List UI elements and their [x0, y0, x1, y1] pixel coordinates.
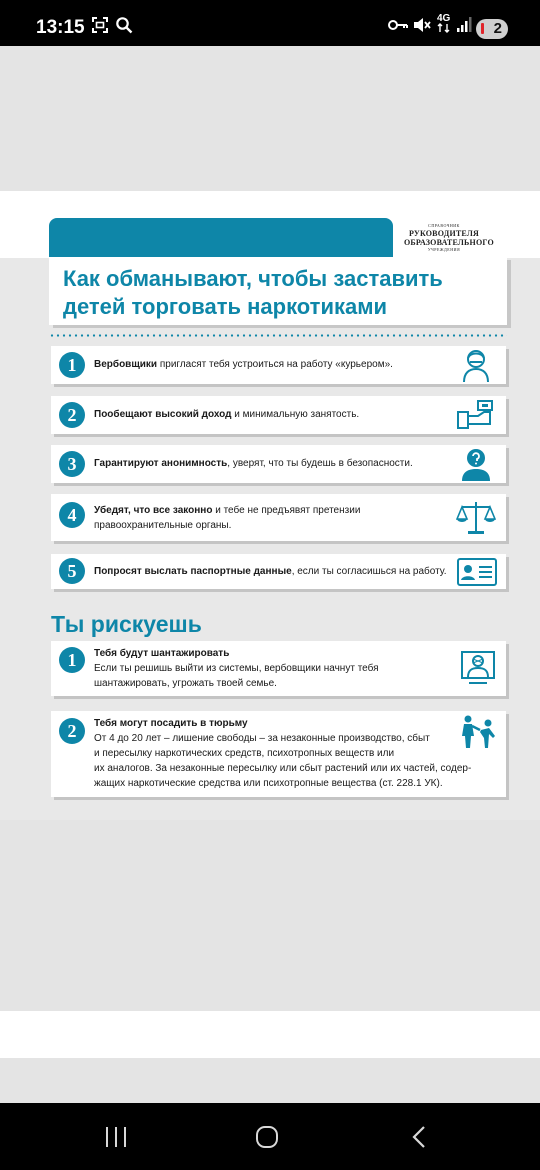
risks-heading: Ты рискуешь	[51, 611, 202, 637]
hooded-person-icon	[456, 346, 496, 384]
method-number: 1	[59, 352, 85, 378]
infographic	[0, 191, 540, 820]
status-time: 13:15	[36, 17, 85, 38]
method-number: 3	[59, 451, 85, 477]
anonymous-person-icon	[456, 446, 496, 482]
mute-icon	[412, 16, 432, 34]
id-card-icon	[456, 557, 498, 587]
method-text: Гарантируют анонимность, уверят, что ты будешь в безопасности.	[94, 458, 413, 469]
method-text: Вербовщики пригласят тебя устроиться на работу «курьером».	[94, 359, 393, 370]
method-number: 5	[59, 558, 85, 584]
scales-icon	[456, 499, 496, 537]
notification-badge[interactable]: 2	[476, 19, 508, 39]
header-banner	[49, 218, 393, 260]
dotted-divider	[49, 334, 507, 337]
page-title: Как обманывают, чтобы заставить детей торговать наркотиками	[63, 266, 443, 319]
method-card-5	[51, 554, 506, 589]
risk-number: 2	[59, 718, 85, 744]
money-hand-icon	[456, 398, 496, 432]
title-card	[49, 257, 507, 325]
method-number: 2	[59, 402, 85, 428]
risk-text: Тебя могут посадить в тюрьму От 4 до 20 лет – лишение свободы – за незаконные производство, сбыт и пересылку наркотических средств, психотропных веществ или их аналогов. За незаконные пересылку или сбыт растений или их частей, содер- жащих наркотические средства или психотропные вещества (ст. 228.1 УК).	[94, 718, 472, 789]
navigation-bar	[0, 1103, 540, 1170]
data-arrows-icon	[437, 23, 451, 33]
search-icon	[115, 16, 133, 34]
network-type-label: 4G	[437, 14, 451, 35]
method-text: Пообещают высокий доход и минимальную занятость.	[94, 409, 360, 420]
risk-text: Тебя будут шантажировать Если ты решишь выйти из системы, вербовщики начнут тебя шантажировать, угрожать твоей семье.	[94, 648, 379, 689]
signal-icon	[456, 16, 472, 34]
risk-card-1	[51, 641, 506, 696]
recent-apps-icon[interactable]	[104, 1125, 128, 1149]
method-text: Убедят, что все законно и тебе не предъявят претензии правоохранительные органы.	[94, 505, 361, 531]
back-icon[interactable]	[408, 1125, 432, 1149]
key-icon	[387, 16, 409, 34]
risk-card-2	[51, 711, 506, 797]
method-card-2	[51, 396, 506, 434]
method-text: Попросят выслать паспортные данные, если ты согласишься на работу.	[94, 566, 447, 577]
home-icon[interactable]	[255, 1125, 279, 1149]
method-card-1	[51, 346, 506, 384]
method-card-4	[51, 494, 506, 541]
publication-logo: СПРАВОЧНИК РУКОВОДИТЕЛЯ ОБРАЗОВАТЕЛЬНОГО УЧРЕЖДЕНИЯ	[404, 223, 494, 252]
status-bar	[0, 0, 540, 46]
method-number: 4	[59, 502, 85, 528]
risk-number: 1	[59, 647, 85, 673]
screenshot-icon	[91, 16, 109, 34]
arrest-icon	[459, 714, 499, 750]
hacker-monitor-icon	[459, 649, 497, 687]
method-card-3	[51, 445, 506, 483]
